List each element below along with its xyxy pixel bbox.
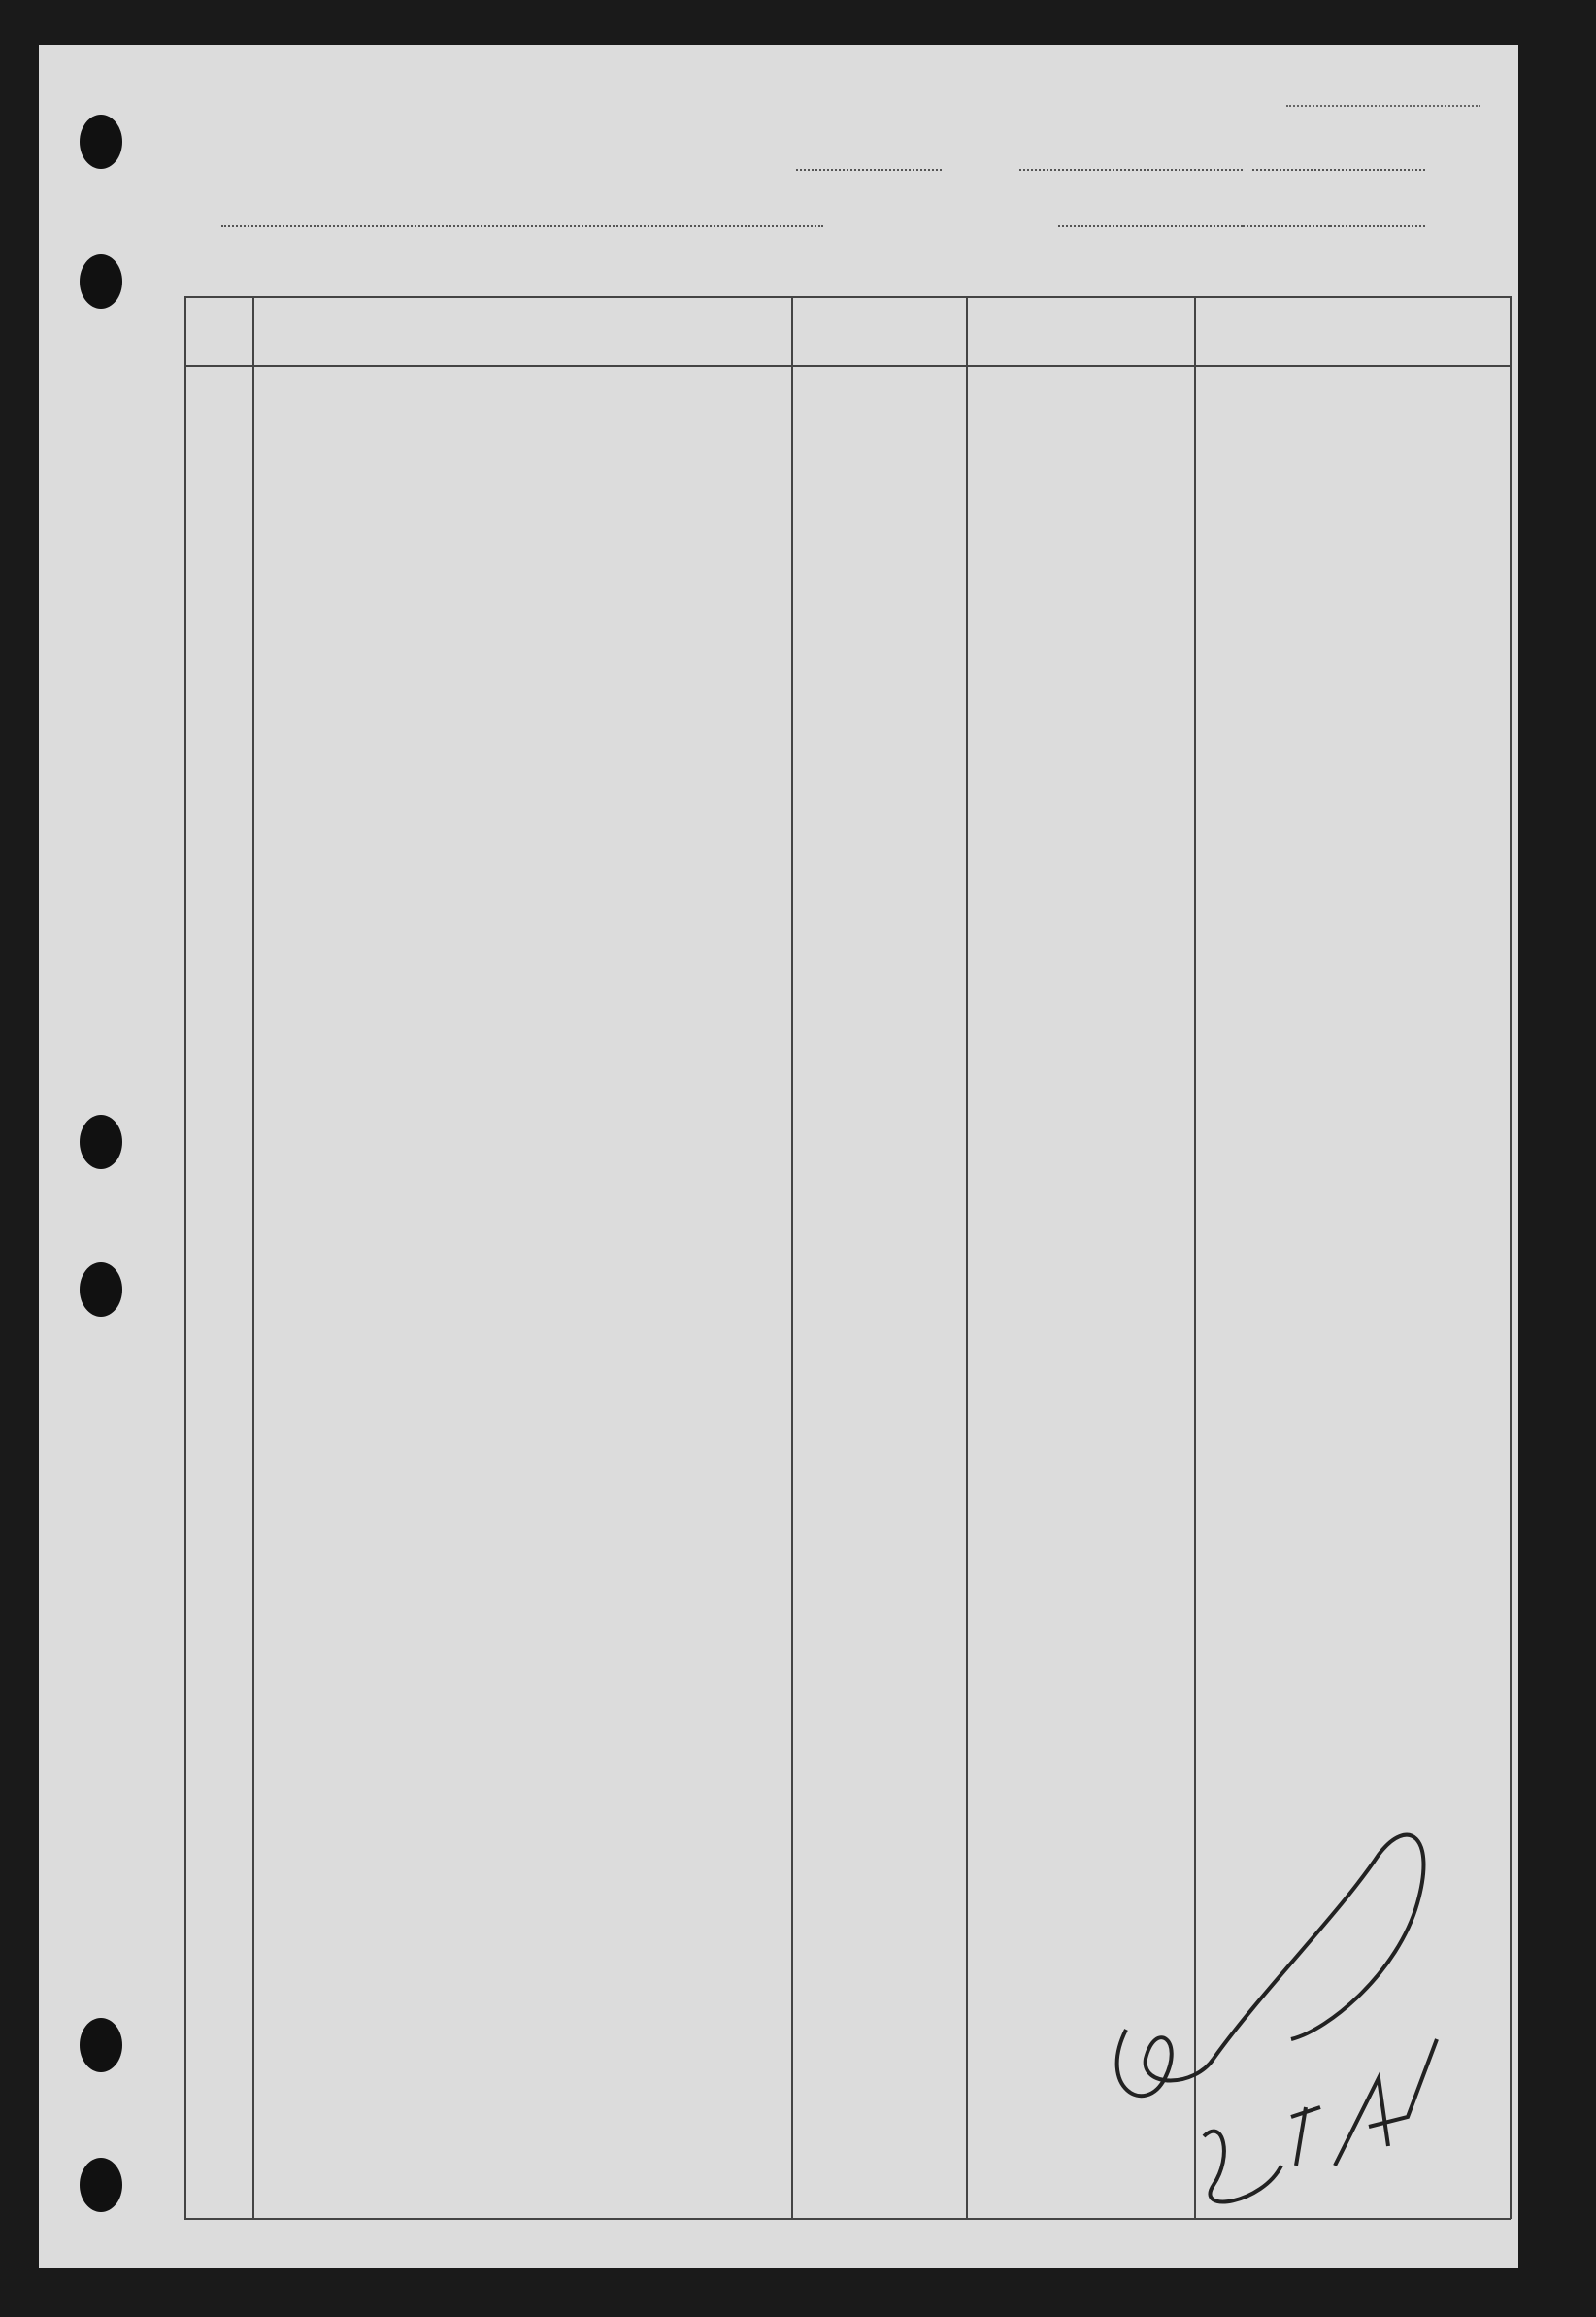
vessel-name xyxy=(221,225,823,227)
class-value xyxy=(796,169,942,171)
arrival-month xyxy=(1330,225,1425,227)
table-header-border xyxy=(184,365,1511,367)
punch-hole xyxy=(80,1115,122,1169)
arrival-day xyxy=(1243,225,1330,227)
arrival-port xyxy=(1058,225,1243,227)
punch-hole xyxy=(80,1262,122,1317)
inspector-signature xyxy=(1087,1797,1495,2224)
table-right-border xyxy=(1510,296,1512,2219)
col-divider-passport xyxy=(966,296,968,2219)
from-value xyxy=(1019,169,1243,171)
punch-hole xyxy=(80,2158,122,2212)
departure-date xyxy=(1252,169,1425,171)
punch-hole xyxy=(80,115,122,169)
col-divider-line xyxy=(252,296,254,2219)
col-divider-name xyxy=(791,296,793,2219)
punch-hole xyxy=(80,254,122,309)
table-top-border xyxy=(184,296,1511,298)
list-no-underline xyxy=(1286,105,1480,107)
punch-hole xyxy=(80,2018,122,2072)
table-left-border xyxy=(184,296,186,2219)
